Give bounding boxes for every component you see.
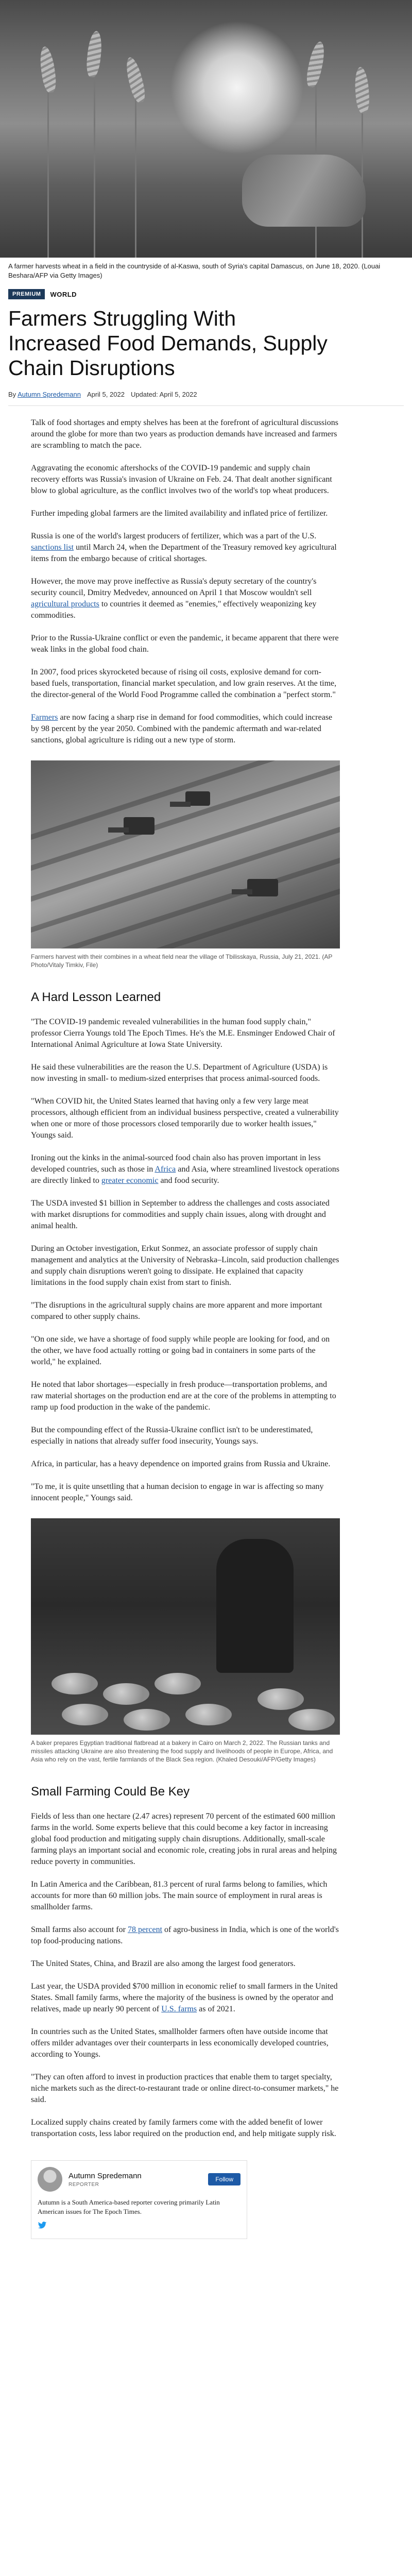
paragraph: Localized supply chains created by family farmers come with the added benefit of lower transportation costs, less labor required on the production end, and help mitigate supply risk.: [31, 2118, 336, 2138]
avatar: [38, 2167, 62, 2192]
bread-loaf: [185, 1704, 232, 1725]
header-divider: [8, 405, 404, 406]
updated-date: Updated: April 5, 2022: [130, 391, 197, 398]
section-link-world[interactable]: WORLD: [50, 290, 77, 298]
paragraph: Last year, the USDA provided $700 million in economic relief to small farmers in the United States. Small family farms, where the majority of the business is owned by the operator and relatives, made up nearly 90 percent of U.S. farms as of 2021.: [31, 1982, 338, 2013]
paragraph: Farmers are now facing a sharp rise in demand for food commodities, which could increase by 98 percent by the year 2050. Combined with the pandemic aftermath and war-related sanctions, global agriculture is riding out a new type of storm.: [31, 713, 333, 744]
figure-wheat-harvest: [31, 760, 340, 969]
figure-bakery: [31, 1518, 340, 1764]
author-box: [31, 2160, 247, 2239]
farmers-link[interactable]: Farmers: [31, 713, 58, 722]
article-kicker: [8, 289, 404, 300]
bread-loaf: [258, 1688, 304, 1710]
paragraph: The United States, China, and Brazil are also among the largest food generators.: [31, 1959, 296, 1968]
author-name[interactable]: Autumn Spredemann: [68, 2171, 142, 2180]
author-info: [68, 2172, 142, 2188]
paragraph: Ironing out the kinks in the animal-sourced food chain also has proven important in less developed countries, such as those in Africa and Asia, where streamlined livestock operations are directly linked to greater economic and food security.: [31, 1154, 339, 1185]
article-headline: Farmers Struggling With Increased Food Demands, Supply Chain Disruptions: [8, 307, 328, 380]
author-role: REPORTER: [68, 2181, 99, 2188]
bread-loaf: [288, 1709, 335, 1731]
us-farms-link[interactable]: U.S. farms: [161, 2005, 197, 2013]
hero-caption: A farmer harvests wheat in a field in the countryside of al-Kaswa, south of Syria's capital Damascus, on June 18, 2020. (Louai Beshara/AFP via Getty Images): [8, 262, 381, 279]
paragraph: "To me, it is quite unsettling that a human decision to engage in war is affecting so many innocent people," Youngs said.: [31, 1482, 324, 1502]
bread-loaf: [154, 1673, 201, 1694]
author-bio: Autumn is a South America-based reporter covering primarily Latin American issues for The Epoch Times.: [38, 2198, 220, 2215]
bread-loaf: [62, 1704, 108, 1725]
bread-loaf: [103, 1683, 149, 1705]
paragraph: "On one side, we have a shortage of food supply while people are looking for food, and on the other, we have food actually rotting or going bad in containers in some parts of the world," he explained.: [31, 1335, 330, 1366]
africa-link[interactable]: Africa: [154, 1165, 176, 1174]
subheading: Small Farming Could Be Key: [31, 1785, 190, 1799]
wheat-ear: [38, 46, 58, 94]
twitter-icon[interactable]: [38, 2221, 47, 2230]
paragraph: Prior to the Russia-Ukraine conflict or even the pandemic, it became apparent that there were weak links in the global food chain.: [31, 634, 339, 654]
greater-economic-link[interactable]: greater economic: [101, 1176, 159, 1185]
paragraph: Small farms also account for 78 percent of agro-business in India, which is one of the world's top food-producing nations.: [31, 1925, 339, 1945]
author-header: [38, 2167, 241, 2192]
bakery-photo: [31, 1518, 340, 1735]
byline-author: By Autumn Spredemann: [8, 391, 81, 398]
hero-image: [0, 0, 412, 258]
wheat-ear: [85, 30, 103, 78]
baker-figure: [216, 1539, 294, 1673]
paragraph: He said these vulnerabilities are the reason the U.S. Department of Agriculture (USDA) is now investing in small- to medium-sized enterprises that process animal-sourced foods.: [31, 1063, 328, 1083]
bread-loaf: [124, 1709, 170, 1731]
paragraph: "They can often afford to invest in production practices that enable them to target specialty, niche markets such as the direct-to-restaurant trade or online direct-to-consumer markets," he said.: [31, 2073, 339, 2104]
paragraph: "The COVID-19 pandemic revealed vulnerabilities in the human food supply chain," professor Cierra Youngs told The Epoch Times. He's the M.E. Ensminger Endowed Chair of International Animal Agriculture at Iowa State University.: [31, 1018, 335, 1049]
paragraph: However, the move may prove ineffective as Russia's deputy secretary of the country's security council, Dmitry Medvedev, announced on April 1 that Moscow wouldn't sell agricultural products to countries it deemed as "enemies," effectively weaponizing key commodities.: [31, 577, 317, 620]
byline: [8, 391, 404, 398]
paragraph: In Latin America and the Caribbean, 81.3 percent of rural farms belong to families, which accounts for more than 60 million jobs. The main source of employment in rural areas is smallholder farms.: [31, 1880, 328, 1911]
paragraph: Talk of food shortages and empty shelves has been at the forefront of agricultural discussions around the globe for more than two years as production demands have increased and farmers are scrambling to match the pace.: [31, 418, 338, 450]
combine-harvester: [247, 879, 278, 896]
paragraph: But the compounding effect of the Russia-Ukraine conflict isn't to be underestimated, especially in nations that already suffer food insecurity, Youngs says.: [31, 1426, 313, 1446]
paragraph: The USDA invested $1 billion in September to address the challenges and costs associated with market disruptions for commodities and supply chain issues, along with drought and animal health.: [31, 1199, 330, 1230]
paragraph: Fields of less than one hectare (2.47 acres) represent 70 percent of the estimated 600 million farms in the world. Some experts believe that this could become a key factor in increasing global food production and mitigating supply chain disruptions. Additionally, small-scale farming plays an important social and economic role, creating jobs in rural areas and helping reduce poverty in communities.: [31, 1812, 337, 1866]
paragraph: "The disruptions in the agricultural supply chains are more apparent and more important compared to other supply chains.: [31, 1301, 322, 1321]
wheat-ear: [354, 66, 370, 114]
wheat-ear: [304, 40, 327, 88]
combine-harvester: [124, 817, 154, 835]
wheat-ear: [123, 56, 147, 104]
paragraph: During an October investigation, Erkut Sonmez, an associate professor of supply chain management and analytics at the University of Nebraska–Lincoln, said production challenges and supply chain disruptions weren't going to dissipate. He explained that capacity limitations in the food supply chain exist from start to finish.: [31, 1244, 339, 1287]
sanctions-list-link[interactable]: sanctions list: [31, 543, 74, 552]
78-percent-link[interactable]: 78 percent: [127, 1925, 163, 1934]
paragraph: In countries such as the United States, smallholder farmers often have outside income that offers milder advantages over their counterparts in less economically developed countries, according to Youngs.: [31, 2027, 329, 2059]
wheat-harvest-photo: [31, 760, 340, 948]
paragraph: "When COVID hit, the United States learned that having only a few very large meat processors, although efficient from an individual business perspective, created a vulnerability when one or more of those processors closed temporarily due to worker health issues," Youngs said.: [31, 1097, 339, 1140]
figure-caption: Farmers harvest with their combines in a wheat field near the village of Tbilisskaya, Russia, July 21, 2021. (AP Photo/Vitaly Timkiv, File): [31, 953, 333, 969]
paragraph: In 2007, food prices skyrocketed because of rising oil costs, explosive demand for corn-based fuels, transportation, financial market speculation, and low grain reserves. At the time, the director-general of the World Food Programme called the combination a "perfect storm.": [31, 668, 337, 699]
publish-date: April 5, 2022: [87, 391, 125, 398]
paragraph: He noted that labor shortages—especially in fresh produce—transportation problems, and raw material shortages on the production end are at the core of the problems in attempting to ramp up food production in the wake of the pandemic.: [31, 1380, 336, 1412]
subheading: A Hard Lesson Learned: [31, 990, 161, 1004]
paragraph: Aggravating the economic aftershocks of the COVID-19 pandemic and supply chain recovery efforts was Russia's invasion of Ukraine on Feb. 24. That dealt another significant blow to global agriculture, as the conflict involves two of the world's top wheat producers.: [31, 464, 332, 495]
bread-loaf: [52, 1673, 98, 1694]
figure-caption: A baker prepares Egyptian traditional flatbread at a bakery in Cairo on March 2, 2022. The Russian tanks and missiles attacking Ukraine are also threatening the food supply and livelihoods of people in Europe, Africa, and Asia who rely on the vast, fertile farmlands of the Black Sea region. (Khaled Desouki/AFP/Getty Images): [31, 1739, 333, 1763]
combine-harvester: [185, 791, 210, 806]
author-link[interactable]: Autumn Spredemann: [18, 391, 81, 398]
article-body: [31, 417, 340, 2239]
follow-button[interactable]: Follow: [208, 2173, 241, 2185]
premium-badge: PREMIUM: [8, 289, 45, 299]
paragraph: Further impeding global farmers are the limited availability and inflated price of fertilizer.: [31, 509, 328, 518]
paragraph: Africa, in particular, has a heavy dependence on imported grains from Russia and Ukraine.: [31, 1460, 331, 1468]
agricultural-products-link[interactable]: agricultural products: [31, 600, 99, 608]
farmer-hand: [242, 155, 366, 227]
paragraph: Russia is one of the world's largest producers of fertilizer, which was a part of the U.S. sanctions list until March 24, when the Department of the Treasury removed key agricultural items from the embargo because of critical shortages.: [31, 532, 337, 563]
